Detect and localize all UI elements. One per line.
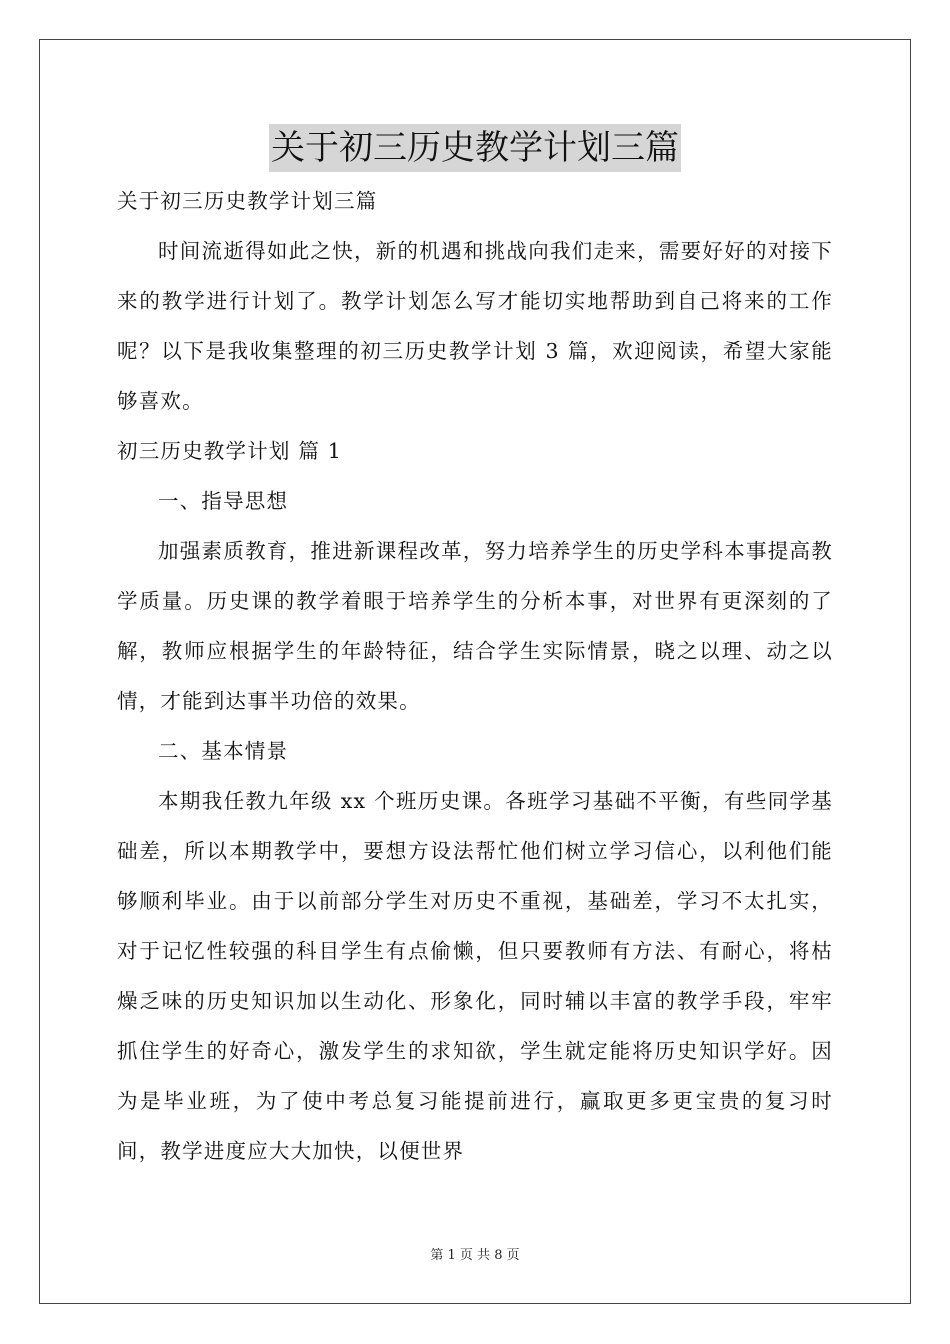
basic-situation-paragraph: 本期我任教九年级 xx 个班历史课。各班学习基础不平衡，有些同学基础差，所以本期教学中，要想方设法帮忙他们树立学习信心，以利他们能够顺利毕业。由于以前部分学生对历史不重视，基础差，学习不太扎实，对于记忆性较强的科目学生有点偷懒，但只要教师有方法、有耐心，将枯燥乏味的历史知识加以生动化、形象化，同时辅以丰富的教学手段，牢牢抓住学生的好奇心，激发学生的求知欲，学生就定能将历史知识学好。因为是毕业班，为了使中考总复习能提前进行，赢取更多更宝贵的复习时间，教学进度应大大加快，以便世界 [117, 789, 833, 1163]
document-title: 关于初三历史教学计划三篇 [269, 124, 681, 172]
subtitle-line: 关于初三历史教学计划三篇 [117, 189, 378, 213]
subheading-guiding-thought: 一、指导思想 [158, 489, 289, 513]
intro-paragraph: 时间流逝得如此之快，新的机遇和挑战向我们走来，需要好好的对接下来的教学进行计划了。教学计划怎么写才能切实地帮助到自己将来的工作呢？以下是我收集整理的初三历史教学计划 3 篇，欢迎阅读，希望大家能够喜欢。 [117, 239, 833, 413]
page-footer: 第 1 页 共 8 页 [430, 1248, 520, 1263]
section-heading-plan-1: 初三历史教学计划 篇 1 [117, 439, 342, 463]
subheading-basic-situation: 二、基本情景 [158, 739, 289, 763]
guiding-thought-paragraph: 加强素质教育，推进新课程改革，努力培养学生的历史学科本事提高教学质量。历史课的教学着眼于培养学生的分析本事，对世界有更深刻的了解，教师应根据学生的年龄特征，结合学生实际情景，晓之以理、动之以情，才能到达事半功倍的效果。 [117, 539, 833, 713]
title-container [0, 124, 950, 172]
document-body [117, 176, 833, 1176]
